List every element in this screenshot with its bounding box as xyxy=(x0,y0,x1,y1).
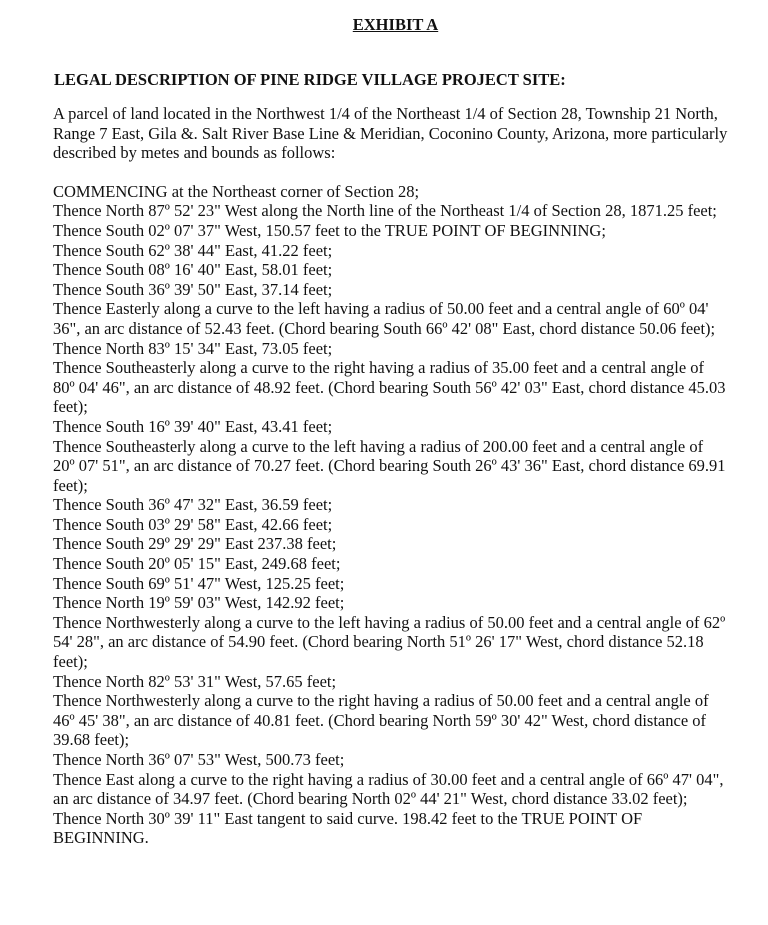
call-line: Thence North 36º 07' 53" West, 500.73 feet; xyxy=(53,750,345,769)
call-line: Thence South 02º 07' 37" West, 150.57 feet to the TRUE POINT OF BEGINNING; xyxy=(53,220,606,240)
call-line: Thence North 83º 15' 34" East, 73.05 feet; xyxy=(53,338,333,358)
call-line: Thence South 16º 39' 40" East, 43.41 feet; xyxy=(53,416,333,436)
call-line: Thence South 36º 39' 50" East, 37.14 feet; xyxy=(53,279,333,299)
call-line: Thence South 08º 16' 40" East, 58.01 feet; xyxy=(53,260,333,280)
exhibit-title: EXHIBIT A xyxy=(352,15,439,34)
call-line: Thence East along a curve to the right having a radius of 30.00 feet and a central angle of 66º 47' 04", an arc distance of 34.97 feet. (Chord bearing North 02º 44' 21" West, chord distance 33.02 feet); xyxy=(53,769,724,809)
call-line: Thence South 36º 47' 32" East, 36.59 feet; xyxy=(53,495,333,515)
call-line: Thence Southeasterly along a curve to the right having a radius of 35.00 feet and a central angle of 80º 04' 46", an arc distance of 48.92 feet. (Chord bearing South 56º 42' 03" East, chord distance 45.03 feet); xyxy=(53,358,726,417)
call-line: Thence South 62º 38' 44" East, 41.22 feet; xyxy=(53,240,333,260)
call-line: Thence North 87º 52' 23" West along the North line of the Northeast 1/4 of Section 28, 1871.25 feet; xyxy=(53,201,717,221)
call-line: Thence Easterly along a curve to the left having a radius of 50.00 feet and a central angle of 60º 04' 36", an arc distance of 52.43 feet. (Chord bearing South 66º 42' 08" East, chord distance 50.06 feet); xyxy=(53,299,716,338)
call-line: Thence Northwesterly along a curve to the right having a radius of 50.00 feet and a central angle of 46º 45' 38", an arc distance of 40.81 feet. (Chord bearing North 59º 30' 42" West, chord distance of 39.68 feet); xyxy=(53,691,709,750)
call-line: Thence Northwesterly along a curve to the left having a radius of 50.00 feet and a central angle of 62º 54' 28", an arc distance of 54.90 feet. (Chord bearing North 51º 26' 17" West, chord distance 52.18 feet); xyxy=(53,612,726,672)
call-line: Thence North 30º 39' 11" East tangent to said curve. 198.42 feet to the TRUE POINT OF BEGINNING. xyxy=(53,808,643,848)
call-line: Thence North 19º 59' 03" West, 142.92 feet; xyxy=(53,593,345,613)
call-line: COMMENCING at the Northeast corner of Section 28; xyxy=(53,181,420,201)
call-line: Thence North 82º 53' 31" West, 57.65 feet; xyxy=(53,671,337,691)
call-line: Thence South 69º 51' 47" West, 125.25 feet; xyxy=(53,573,345,593)
call-line: Thence South 29º 29' 29" East 237.38 feet; xyxy=(53,534,337,554)
intro-paragraph: A parcel of land located in the Northwest 1/4 of the Northeast 1/4 of Section 28, Township 21 North, Range 7 East, Gila &. Salt River Base Line & Meridian, Coconino County, Arizona, more particularly described by metes and bounds as follows: xyxy=(53,104,728,163)
call-line: Thence South 20º 05' 15" East, 249.68 feet; xyxy=(53,554,341,574)
call-line: Thence Southeasterly along a curve to the left having a radius of 200.00 feet and a central angle of 20º 07' 51", an arc distance of 70.27 feet. (Chord bearing South 26º 43' 36" East, chord distance 69.91 feet); xyxy=(53,436,726,495)
metes-and-bounds-list xyxy=(53,182,728,848)
section-heading: LEGAL DESCRIPTION OF PINE RIDGE VILLAGE PROJECT SITE: xyxy=(54,70,566,89)
call-line: Thence South 03º 29' 58" East, 42.66 feet; xyxy=(53,514,333,534)
